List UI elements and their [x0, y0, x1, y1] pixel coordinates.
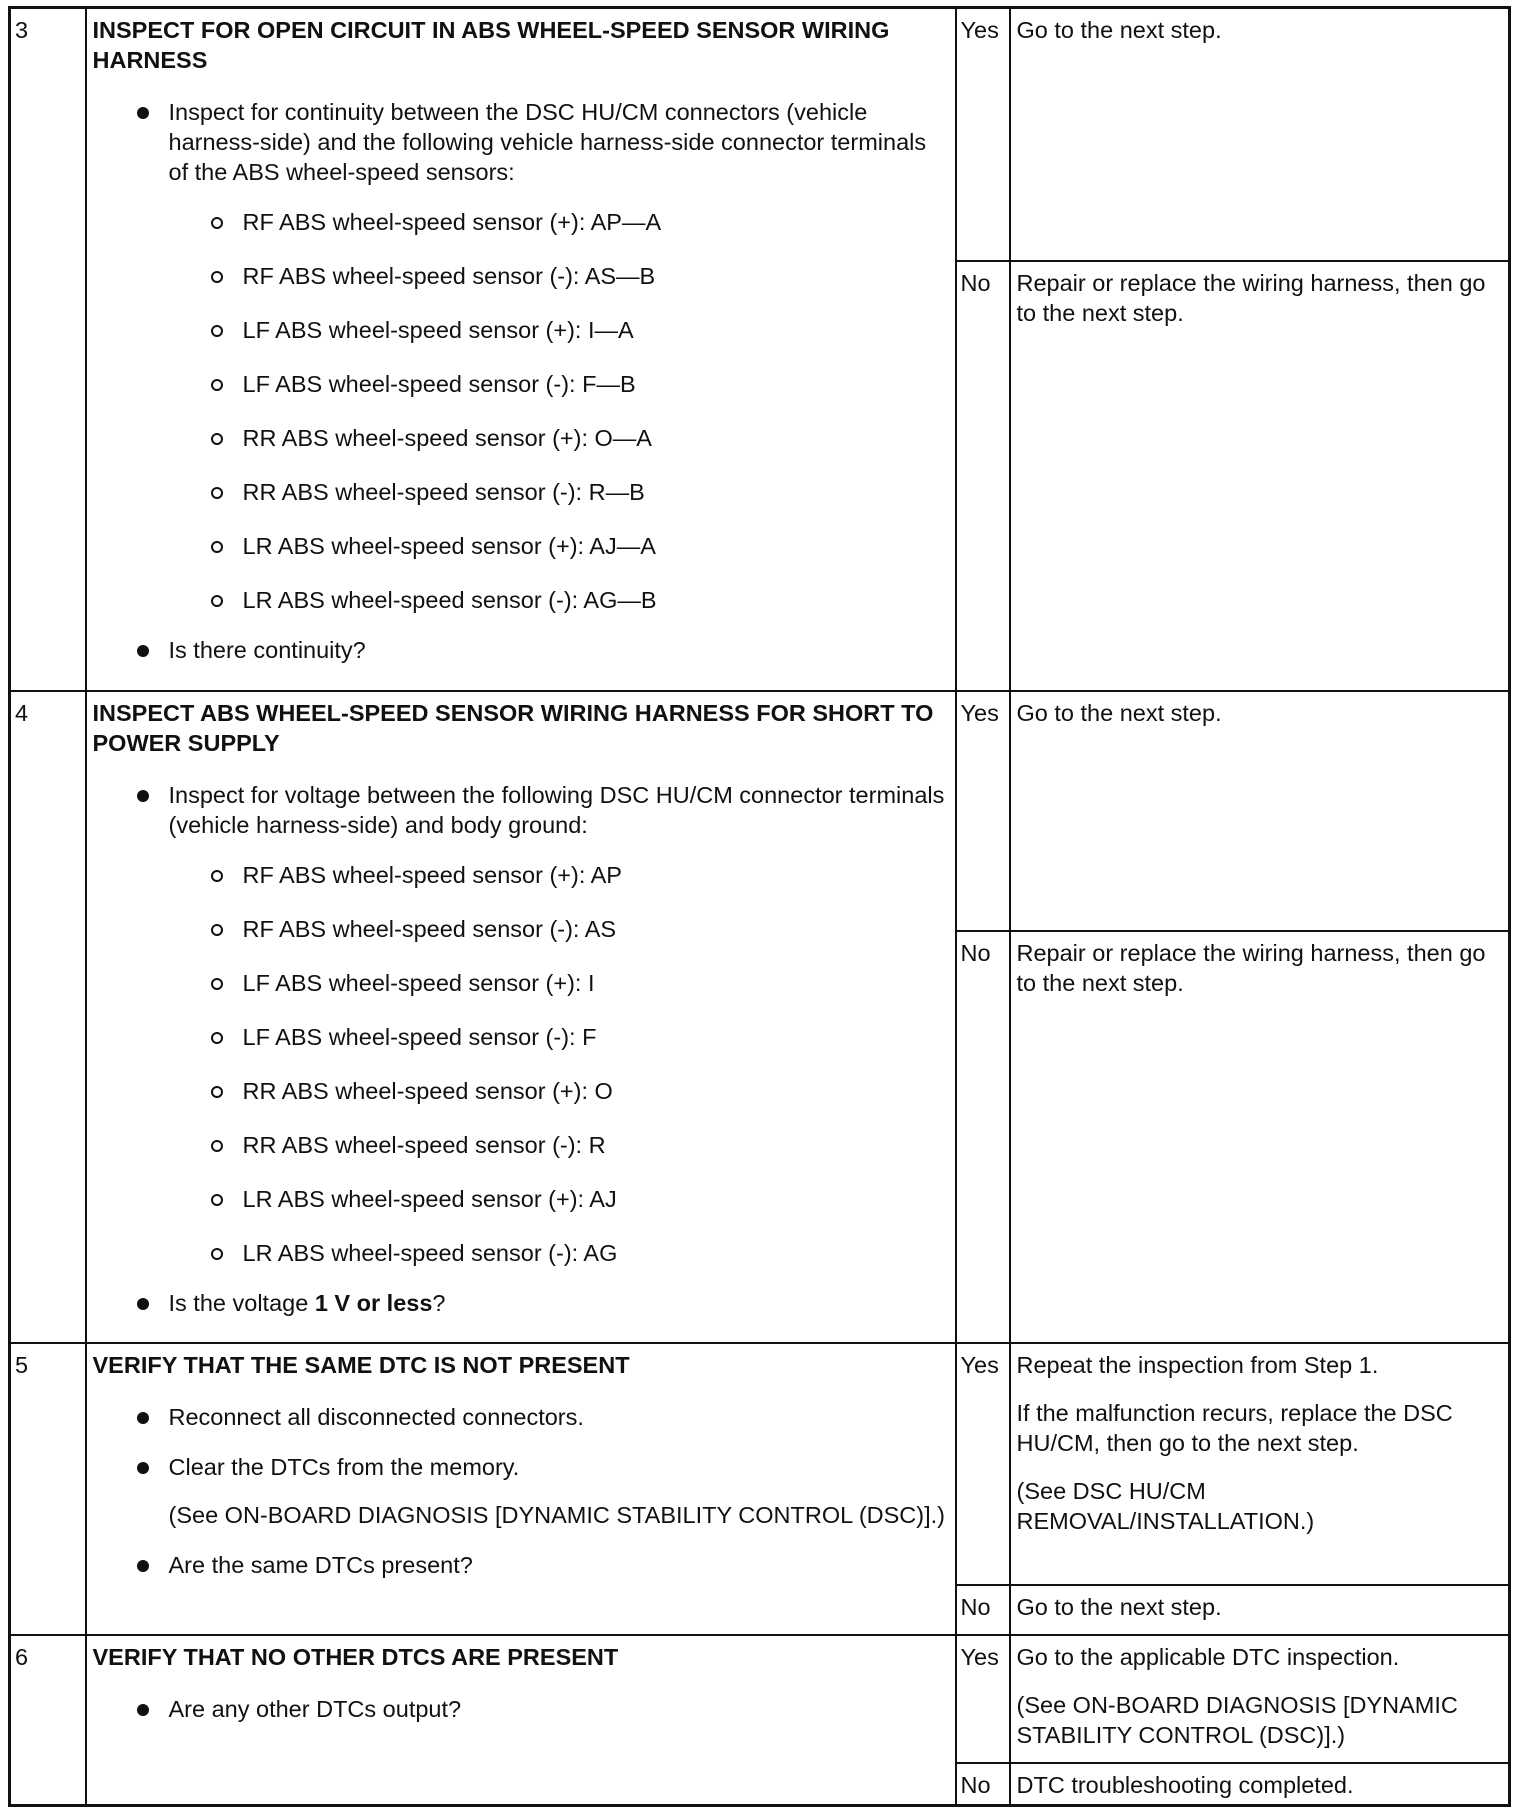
step-5-procedure: [86, 1343, 956, 1635]
sub-item: LF ABS wheel-speed sensor (+): I—A: [167, 315, 949, 345]
no-label: No: [956, 261, 1010, 691]
bullet-list: [93, 780, 949, 1318]
diagnostic-procedure-table: [8, 6, 1511, 1807]
answer-text: Repair or replace the wiring harness, then go to the next step.: [1016, 269, 1486, 326]
sub-item: LF ABS wheel-speed sensor (+): I: [167, 968, 949, 998]
sub-item: RR ABS wheel-speed sensor (-): R—B: [167, 477, 949, 507]
step-number: 5: [10, 1343, 86, 1635]
answer-text: Repeat the inspection from Step 1.: [1016, 1351, 1379, 1378]
bullet-list: [93, 1402, 949, 1580]
yes-answer: [1010, 1343, 1510, 1585]
question-prefix: Is the voltage: [168, 1289, 315, 1316]
step-number: 4: [10, 691, 86, 1343]
yes-label: Yes: [956, 1343, 1010, 1585]
bullet-item: Are any other DTCs output?: [93, 1694, 949, 1724]
yes-answer: [1010, 1635, 1510, 1763]
yes-label: Yes: [956, 1635, 1010, 1763]
answer-text: Repair or replace the wiring harness, then go to the next step.: [1016, 939, 1486, 996]
no-answer: [1010, 931, 1510, 1343]
sub-item: LR ABS wheel-speed sensor (+): AJ—A: [167, 531, 949, 561]
yes-label: Yes: [956, 8, 1010, 261]
sub-item: RF ABS wheel-speed sensor (+): AP—A: [167, 207, 949, 237]
sub-item: LR ABS wheel-speed sensor (-): AG: [167, 1238, 949, 1268]
sub-item: RR ABS wheel-speed sensor (+): O—A: [167, 423, 949, 453]
question-value: 1 V or less: [314, 1289, 433, 1316]
yes-answer: [1010, 691, 1510, 931]
answer-text: Go to the next step.: [1016, 699, 1222, 726]
sub-item: LF ABS wheel-speed sensor (-): F: [167, 1022, 949, 1052]
step-title: VERIFY THAT THE SAME DTC IS NOT PRESENT: [92, 1351, 630, 1378]
no-label: No: [956, 1763, 1010, 1806]
sub-item: LR ABS wheel-speed sensor (+): AJ: [167, 1184, 949, 1214]
no-answer: [1010, 1585, 1510, 1635]
reference-note: (See DSC HU/CM REMOVAL/INSTALLATION.): [1016, 1477, 1315, 1534]
sub-list: [167, 860, 949, 1268]
bullet-item: Reconnect all disconnected connectors.: [93, 1402, 949, 1432]
step-4-yes-row: [10, 691, 1510, 931]
step-6-yes-row: [10, 1635, 1510, 1763]
sub-list: [167, 207, 949, 615]
question-suffix: ?: [432, 1289, 446, 1316]
step-number: 6: [10, 1635, 86, 1806]
sub-item: RR ABS wheel-speed sensor (+): O: [167, 1076, 949, 1106]
answer-text: Go to the next step.: [1016, 17, 1222, 43]
sub-item: RF ABS wheel-speed sensor (-): AS—B: [167, 261, 949, 291]
bullet-text: Clear the DTCs from the memory.: [168, 1453, 520, 1480]
bullet-list: [93, 97, 949, 665]
no-answer: [1010, 261, 1510, 691]
step-title: INSPECT ABS WHEEL-SPEED SENSOR WIRING HARNESS FOR SHORT TO POWER SUPPLY: [92, 699, 934, 756]
step-3-yes-row: [10, 8, 1510, 261]
no-label: No: [956, 1585, 1010, 1635]
no-label: No: [956, 931, 1010, 1343]
no-answer: [1010, 1763, 1510, 1806]
sub-item: LR ABS wheel-speed sensor (-): AG—B: [167, 585, 949, 615]
step-6-procedure: [86, 1635, 956, 1806]
yes-answer: [1010, 8, 1510, 261]
step-4-procedure: [86, 691, 956, 1343]
step-title: INSPECT FOR OPEN CIRCUIT IN ABS WHEEL-SPEED SENSOR WIRING HARNESS: [92, 17, 890, 73]
yes-label: Yes: [956, 691, 1010, 931]
bullet-item: [93, 1452, 949, 1530]
bullet-list: [93, 1694, 949, 1724]
answer-text: If the malfunction recurs, replace the DSC HU/CM, then go to the next step.: [1016, 1399, 1453, 1456]
bullet-item: [93, 97, 949, 615]
bullet-item: [93, 1288, 949, 1318]
answer-text: Go to the applicable DTC inspection.: [1016, 1643, 1400, 1670]
answer-text: Go to the next step.: [1016, 1593, 1222, 1620]
sub-item: LF ABS wheel-speed sensor (-): F—B: [167, 369, 949, 399]
sub-item: RF ABS wheel-speed sensor (-): AS: [167, 914, 949, 944]
step-3-procedure: [86, 8, 956, 691]
bullet-text: Inspect for continuity between the DSC HU/CM connectors (vehicle harness-side) and the following vehicle harness-side connector terminals of the ABS wheel-speed sensors:: [168, 99, 927, 185]
sub-item: RR ABS wheel-speed sensor (-): R: [167, 1130, 949, 1160]
bullet-text: Inspect for voltage between the following DSC HU/CM connector terminals (vehicle harness-side) and body ground:: [168, 781, 945, 838]
reference-note: (See ON-BOARD DIAGNOSIS [DYNAMIC STABILITY CONTROL (DSC)].): [1016, 1691, 1458, 1748]
bullet-item: Are the same DTCs present?: [93, 1550, 949, 1580]
reference-note: (See ON-BOARD DIAGNOSIS [DYNAMIC STABILITY CONTROL (DSC)].): [168, 1501, 945, 1528]
answer-text: DTC troubleshooting completed.: [1016, 1771, 1354, 1798]
bullet-item: Is there continuity?: [93, 635, 949, 665]
step-title: VERIFY THAT NO OTHER DTCS ARE PRESENT: [92, 1643, 619, 1670]
step-number: 3: [10, 8, 86, 691]
step-5-yes-row: [10, 1343, 1510, 1585]
bullet-item: [93, 780, 949, 1268]
sub-item: RF ABS wheel-speed sensor (+): AP: [167, 860, 949, 890]
